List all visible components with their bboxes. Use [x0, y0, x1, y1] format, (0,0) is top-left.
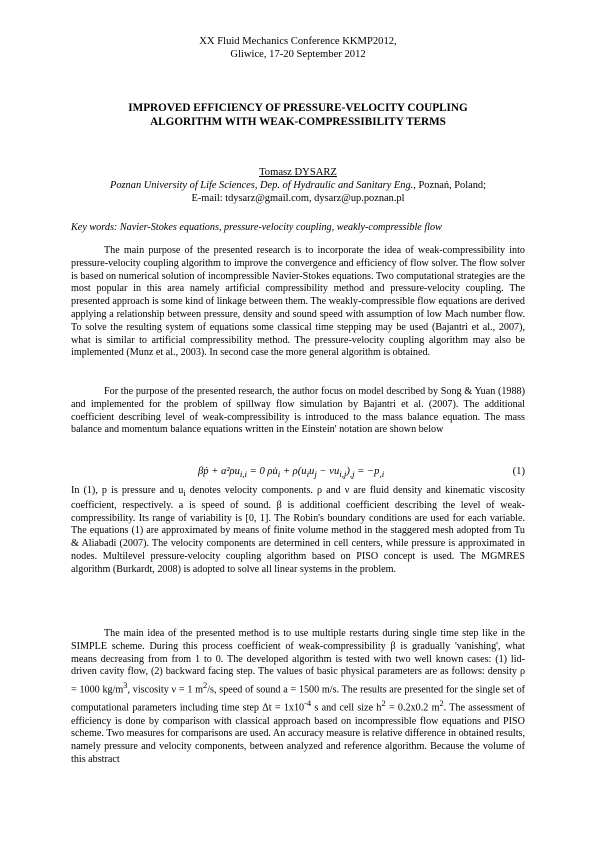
- email-line: E-mail: tdysarz@gmail.com, dysarz@up.poznan.pl: [191, 193, 405, 204]
- affiliation-location: , Poznań, Poland;: [413, 180, 487, 191]
- equation-1-number: (1): [512, 466, 525, 477]
- keywords: Key words: Navier-Stokes equations, pressure-velocity coupling, weakly-compressible flow: [71, 222, 442, 233]
- equation-1-formula: βṗ + $a^2\rho u_{i,i} = 0$ $\rho u̇_i + \rho(u_iu_j - \nu u_{i,j})_{,j} = -p_{,i}$: [198, 466, 385, 480]
- affiliation-line: [71, 179, 525, 192]
- paragraph-4: [71, 628, 525, 767]
- author-name: [71, 166, 525, 179]
- conference-line-1: XX Fluid Mechanics Conference KKMP2012,: [199, 36, 397, 47]
- author-name-text: Tomasz DYSARZ: [259, 167, 337, 178]
- paper-title: [71, 101, 525, 129]
- paragraph-3-text: In (1), p is pressure and $u_i$ denotes velocity components. ρ and ν are fluid density and kinematic viscosity coefficient, respectively. a is speed of sound. β is additional coefficient describing the level of weak-compressibility. Its range of variability is [0, 1]. The Robin's boundary conditions are used for each variable. The equations (1) are approximated by means of finite volume method in the staggered mesh adopted from Tu & Aliabadi (2007). The velocity components are determined in cell centers, while pressure is approximated in nodes. Multilevel pressure-velocity coupling algorithm based on PISO concept is used. The MGMRES algorithm (Burkardt, 2008) is adopted to solve all linear systems in the problem.: [71, 485, 525, 575]
- paragraph-1-text: The main purpose of the presented research is to incorporate the idea of weak-compressibility into pressure-velocity coupling algorithm to improve the convergence and efficiency of flow solver. The flow solver is based on numerical solution of incompressible Navier-Stokes equations. Two computational strategies are the most popular in this area namely artificial compressibility method and pressure-velocity coupling. The presented approach is some kind of linkage between them. The weakly-compressible flow equations are derived applying a relationship between pressure, density and sound speed with assumption of low Mach number flow. To solve the resulting system of equations some classical time stepping may be used (Bajantri et al., 2007), what is similar to artificial compressibility method. The pressure-velocity coupling algorithm may also be implemented (Munz et al., 2003). In second case the more general algorithm is obtained.: [71, 245, 525, 359]
- title-line-1: IMPROVED EFFICIENCY OF PRESSURE-VELOCITY COUPLING: [128, 102, 468, 114]
- affiliation-institution: Poznan University of Life Sciences, Dep. of Hydraulic and Sanitary Eng.: [109, 180, 414, 191]
- paragraph-4-text: The main idea of the presented method is to use multiple restarts during single time step like in the SIMPLE scheme. During this process coefficient of weak-compressibility β is gradually 'vanishing', what means decreasing from from 1 to 0. The developed algorithm is tested with two well known cases: (1) lid-driven cavity flow, (2) backward facing step. The values of basic physical parameters are as follows: density ρ = 1000 $kg/m^3$, viscosity ν = 1 $m^2/s$, speed of sound a = 1500 m/s. The results are presented for the single set of computational parameters including time step $\Delta t = 1x10^{-4}$ s and cell size $h^2 = 0.2x0.2$ $m^2$. The assessment of efficiency is done by comparison with classical approach based on incompressible flow equations and PISO scheme. Two measures for comparisons are used. An accuracy measure is relative difference in obtained results, namely pressure and velocity components, between analyzed and reference algorithm. Because the volume of this abstract: [71, 628, 526, 765]
- title-line-2: ALGORITHM WITH WEAK-COMPRESSIBILITY TERMS: [150, 116, 446, 128]
- conference-line-2: Gliwice, 17-20 September 2012: [230, 49, 366, 60]
- paragraph-2: [71, 386, 525, 437]
- paragraph-2-text: For the purpose of the presented research, the author focus on model described by Song & Yuan (1988) and implemented for the problem of spillway flow simulation by Bajantri et al. (2007). The additional coefficient describing level of weak-compressibility is introduced to the mass balance equation. The mass balance and momentum balance equations written in the Einstein' notation are shown below: [71, 386, 525, 436]
- affiliation: [71, 179, 525, 205]
- paragraph-1: [71, 245, 525, 360]
- paragraph-3: [71, 485, 525, 577]
- conference-header: [71, 35, 525, 61]
- equation-1: [71, 466, 525, 482]
